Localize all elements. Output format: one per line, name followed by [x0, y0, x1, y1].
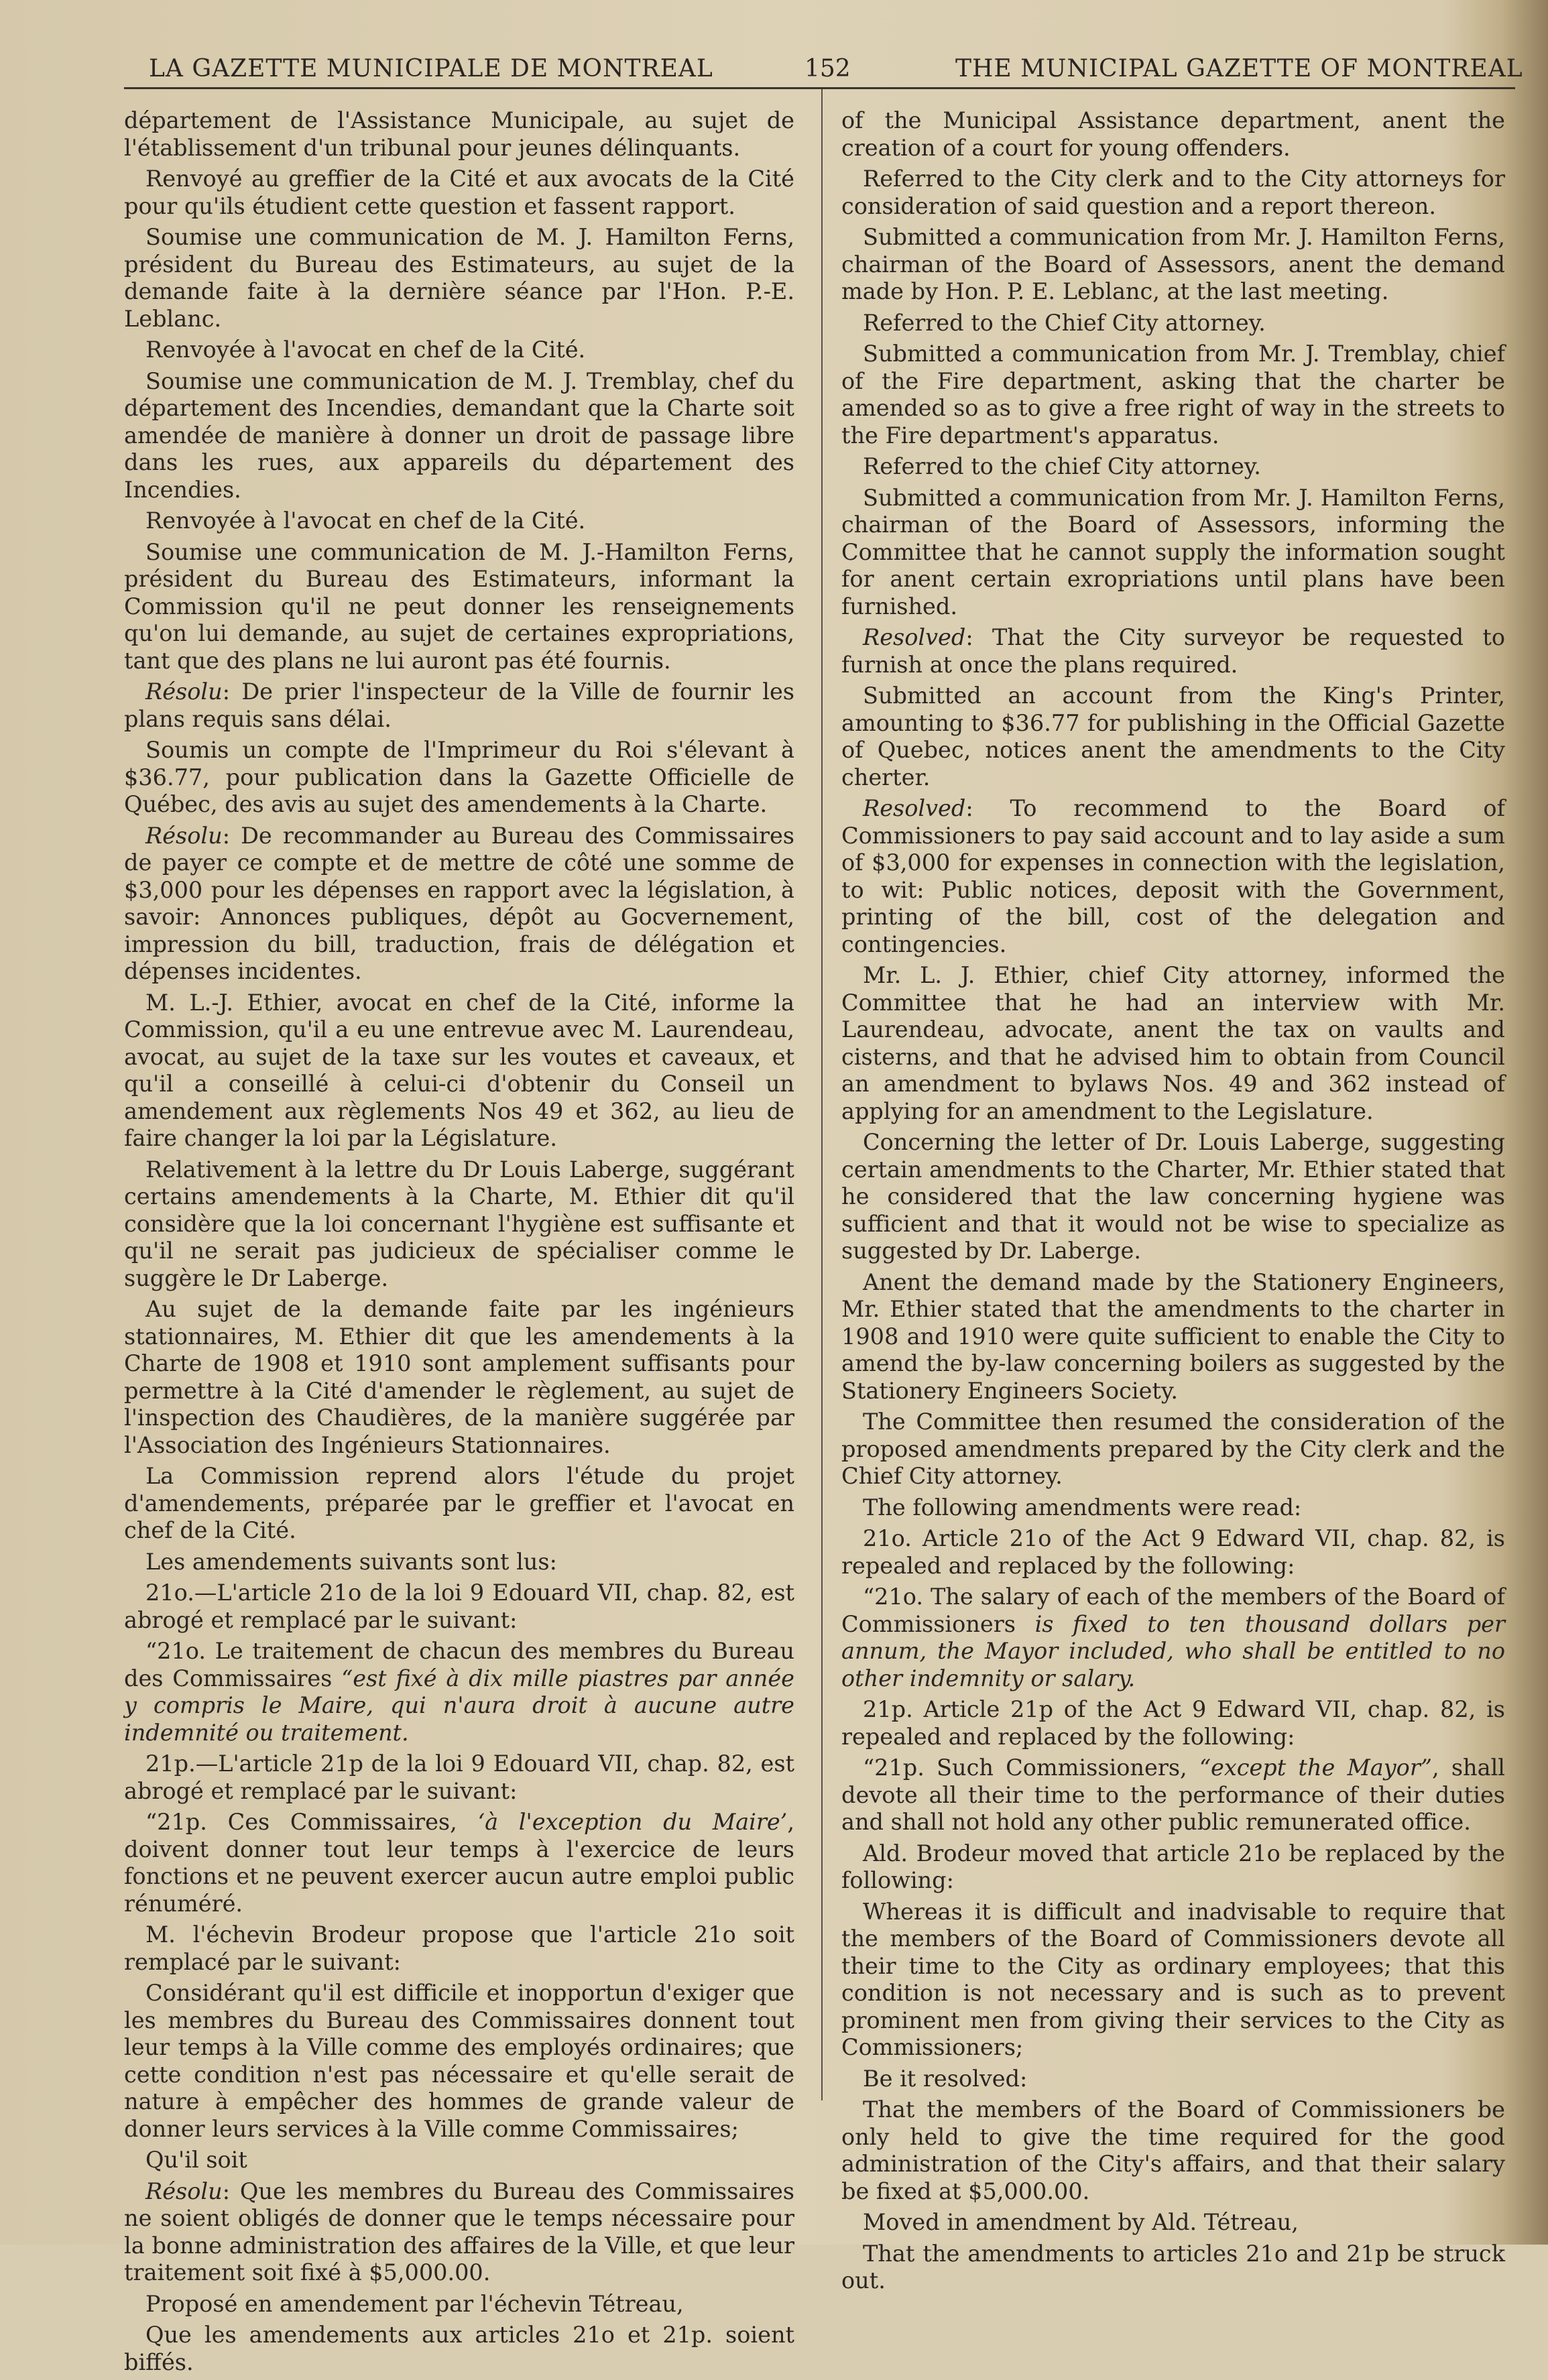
column-divider [821, 89, 823, 2100]
paragraph-text: 21o.—L'article 21o de la loi 9 Edouard VII, chap. 82, est abrogé et remplacé par le suivant: [124, 1580, 794, 1633]
paragraph-text: Qu'il soit [145, 2147, 247, 2173]
english-paragraph [841, 310, 1505, 337]
french-paragraph [124, 1921, 794, 1976]
italic-text: is fixed to ten thousand dollars per annum, the Mayor included, who shall be entitled to no other indemnity or salary. [841, 1610, 1505, 1691]
paragraph-text: “21o. Le traitement de chacun des membres du Bureau des Commissaires [124, 1638, 794, 1691]
paragraph-text: Soumise une communication de M. J. Tremblay, chef du département des Incendies, demandant que la Charte soit amendée de manière à donner un droit de passage libre dans les rues, aux appareils du département des Incendies. [124, 367, 794, 503]
french-paragraph [124, 2147, 794, 2174]
french-paragraph [124, 539, 794, 675]
paragraph-text: That the members of the Board of Commissioners be only held to give the time required for the good administration of the City's affairs, and that their salary be fixed at $5,000.00. [841, 2096, 1505, 2204]
english-paragraph [841, 1409, 1505, 1490]
paragraph-text: Whereas it is difficult and inadvisable to require that the members of the Board of Commissioners devote all their time to the City as ordinary employees; that this condition is not necessary and is such as to prevent prominent men from giving their services to the City as Commissioners; [841, 1898, 1505, 2060]
paragraph-text: : To recommend to the Board of Commissioners to pay said account and to lay aside a sum of $3,000 for expenses in connection with the legislation, to wit: Public notices, deposit with the Government, printing of the bill, cost of the delegation and contingencies. [841, 795, 1505, 957]
french-paragraph [124, 990, 794, 1152]
french-paragraph [124, 2291, 794, 2318]
french-paragraph [124, 2322, 794, 2376]
english-paragraph [841, 1269, 1505, 1405]
paragraph-text-after: , shall devote all their time to the performance of their duties and shall not hold any other public remunerated office. [841, 1754, 1505, 1835]
paragraph-text: That the amendments to articles 21o and 21p be struck out. [841, 2240, 1505, 2294]
paragraph-text: Ald. Brodeur moved that article 21o be replaced by the following: [841, 1840, 1505, 1893]
english-paragraph [841, 624, 1505, 678]
paragraph-text: : Que les membres du Bureau des Commissaires ne soient obligés de donner que le temps nécessaire pour la bonne administration des affaires de la Ville, et que leur traitement soit fixé à $5,000.00. [124, 2178, 794, 2285]
paragraph-text: M. L.-J. Ethier, avocat en chef de la Cité, informe la Commission, qu'il a eu une entrevue avec M. Laurendeau, avocat, au sujet de la taxe sur les voutes et caveaux, et qu'il a conseillé à celui-ci d'obtenir du Conseil un amendement aux règlements Nos 49 et 362, au lieu de faire changer la loi par la Législature. [124, 989, 794, 1151]
english-paragraph [841, 1584, 1505, 1692]
english-paragraph [841, 107, 1505, 162]
resolution-label: Résolu [145, 2178, 223, 2204]
english-paragraph [841, 2066, 1505, 2093]
english-paragraph [841, 2209, 1505, 2237]
italic-text: “except the Mayor” [1199, 1754, 1432, 1781]
paragraph-text: Submitted a communication from Mr. J. Hamilton Ferns, chairman of the Board of Assessors, anent the demand made by Hon. P. E. Leblanc, at the last meeting. [841, 224, 1505, 304]
french-paragraph [124, 678, 794, 733]
french-paragraph [124, 737, 794, 819]
english-paragraph [841, 962, 1505, 1125]
paragraph-text: Referred to the chief City attorney. [863, 453, 1261, 479]
french-paragraph [124, 1296, 794, 1459]
paragraph-text: “21o. The salary of each of the members of the Board of Commissioners [841, 1584, 1505, 1637]
paragraph-text: Les amendements suivants sont lus: [145, 1548, 557, 1575]
paragraph-text: Submitted an account from the King's Printer, amounting to $36.77 for publishing in the Official Gazette of Quebec, notices anent the amendments to the City cherter. [841, 682, 1505, 790]
header-english-title: THE MUNICIPAL GAZETTE OF MONTREAL [955, 55, 1523, 82]
english-paragraph [841, 682, 1505, 791]
italic-text: ‘à l'exception du Maire’ [477, 1809, 788, 1835]
french-paragraph [124, 1809, 794, 1917]
paragraph-text: 21o. Article 21o of the Act 9 Edward VII, chap. 82, is repealed and replaced by the following: [841, 1525, 1505, 1579]
paragraph-text: “21p. Such Commissioners, [863, 1754, 1199, 1781]
english-paragraph [841, 2241, 1505, 2295]
resolution-label: Resolved [863, 624, 966, 650]
paragraph-text: Soumise une communication de M. J. Hamilton Ferns, président du Bureau des Estimateurs, au sujet de la demande faite à la dernière séance par l'Hon. P.-E. Leblanc. [124, 224, 794, 332]
english-paragraph [841, 485, 1505, 621]
paragraph-text-after: , doivent donner tout leur temps à l'exercice de leurs fonctions et ne peuvent exercer aucun autre emploi public rénuméré. [124, 1809, 794, 1917]
english-paragraph [841, 1525, 1505, 1580]
french-paragraph [124, 823, 794, 986]
english-paragraph [841, 1840, 1505, 1895]
paragraph-text: Anent the demand made by the Stationery Engineers, Mr. Ethier stated that the amendments to the charter in 1908 and 1910 were quite sufficient to enable the City to amend the by-law concerning boilers as suggested by the Stationery Engineers Society. [841, 1268, 1505, 1404]
french-paragraph [124, 1156, 794, 1293]
paragraph-text: Submitted a communication from Mr. J. Hamilton Ferns, chairman of the Board of Assessors, informing the Committee that he cannot supply the information sought for anent certain exropriations until plans have been furnished. [841, 484, 1505, 619]
english-column [841, 107, 1505, 2299]
paragraph-text: Moved in amendment by Ald. Tétreau, [863, 2209, 1299, 2235]
french-paragraph [124, 1549, 794, 1576]
paragraph-text: : That the City surveyor be requested to furnish at once the plans required. [841, 624, 1505, 678]
french-paragraph [124, 337, 794, 364]
paragraph-text: Referred to the City clerk and to the City attorneys for consideration of said question and a report thereon. [841, 166, 1505, 219]
french-column [124, 107, 794, 2380]
english-paragraph [841, 1899, 1505, 2062]
paragraph-text: Mr. L. J. Ethier, chief City attorney, informed the Committee that he had an interview with Mr. Laurendeau, advocate, anent the tax on vaults and cisterns, and that he advised him to obtain from Council an amendment to bylaws Nos. 49 and 362 instead of applying for an amendment to the Legislature. [841, 962, 1505, 1124]
paragraph-text: Concerning the letter of Dr. Louis Laberge, suggesting certain amendments to the Charter, Mr. Ethier stated that he considered that the law concerning hygiene was sufficient and that it would not be wise to specialize as suggested by Dr. Laberge. [841, 1129, 1505, 1264]
french-paragraph [124, 224, 794, 333]
french-paragraph [124, 166, 794, 220]
french-paragraph [124, 107, 794, 162]
french-paragraph [124, 1750, 794, 1805]
french-paragraph [124, 1980, 794, 2143]
english-paragraph [841, 341, 1505, 449]
paragraph-text: Soumise une communication de M. J.-Hamilton Ferns, président du Bureau des Estimateurs, informant la Commission qu'il ne peut donner les renseignements qu'on lui demande, au sujet de certaines expropriations, tant que des plans ne lui auront pas été fournis. [124, 538, 794, 674]
paragraph-text: M. l'échevin Brodeur propose que l'article 21o soit remplacé par le suivant: [124, 1921, 794, 1975]
paragraph-text: Submitted a communication from Mr. J. Tremblay, chief of the Fire department, asking that the charter be amended so as to give a free right of way in the streets to the Fire department's apparatus. [841, 341, 1505, 449]
page-number: 152 [805, 55, 851, 82]
paragraph-text: Au sujet de la demande faite par les ingénieurs stationnaires, M. Ethier dit que les amendements à la Charte de 1908 et 1910 sont amplement suffisants pour permettre à la Cité d'amender le règlement, au sujet de l'inspection des Chaudières, de la manière suggérée par l'Association des Ingénieurs Stationnaires. [124, 1296, 794, 1458]
paragraph-text: Relativement à la lettre du Dr Louis Laberge, suggérant certains amendements à la Charte, M. Ethier dit qu'il considère que la loi concernant l'hygiène est suffisante et qu'il ne serait pas judicieux de spécialiser comme le suggère le Dr Laberge. [124, 1156, 794, 1291]
paragraph-text: Be it resolved: [863, 2065, 1028, 2092]
paragraph-text: “21p. Ces Commissaires, [145, 1809, 478, 1835]
paragraph-text: La Commission reprend alors l'étude du projet d'amendements, préparée par le greffier et l'avocat en chef de la Cité. [124, 1463, 794, 1543]
paragraph-text: Soumis un compte de l'Imprimeur du Roi s'élevant à $36.77, pour publication dans la Gazette Officielle de Québec, des avis au sujet des amendements à la Charte. [124, 737, 794, 817]
english-paragraph [841, 795, 1505, 958]
french-paragraph [124, 508, 794, 535]
resolution-label: Résolu [145, 678, 223, 705]
english-paragraph [841, 2096, 1505, 2205]
french-paragraph [124, 1463, 794, 1545]
paragraph-text: Renvoyé au greffier de la Cité et aux avocats de la Cité pour qu'ils étudient cette question et fassent rapport. [124, 166, 794, 219]
french-paragraph [124, 1638, 794, 1746]
header-french-title: LA GAZETTE MUNICIPALE DE MONTREAL [149, 55, 713, 82]
paragraph-text: Renvoyée à l'avocat en chef de la Cité. [145, 337, 586, 363]
paragraph-text: 21p. Article 21p of the Act 9 Edward VII, chap. 82, is repealed and replaced by the following: [841, 1696, 1505, 1750]
paragraph-text: 21p.—L'article 21p de la loi 9 Edouard VII, chap. 82, est abrogé et remplacé par le suivant: [124, 1750, 794, 1804]
paragraph-text: of the Municipal Assistance department, anent the creation of a court for young offenders. [841, 107, 1505, 161]
resolution-label: Resolved [863, 795, 966, 821]
paragraph-text: : De recommander au Bureau des Commissaires de payer ce compte et de mettre de côté une somme de $3,000 pour les dépenses en rapport avec la législation, à savoir: Annonces publiques, dépôt au Gocvernement, impression du bill, traduction, frais de délégation et dépenses incidentes. [124, 822, 794, 984]
paragraph-text: Referred to the Chief City attorney. [863, 309, 1266, 336]
french-paragraph [124, 1580, 794, 1634]
english-paragraph [841, 1494, 1505, 1522]
english-paragraph [841, 166, 1505, 220]
paragraph-text: Proposé en amendement par l'échevin Tétreau, [145, 2290, 684, 2317]
french-paragraph [124, 2178, 794, 2287]
english-paragraph [841, 1129, 1505, 1265]
paragraph-text: Que les amendements aux articles 21o et 21p. soient biffés. [124, 2322, 794, 2375]
english-paragraph [841, 1696, 1505, 1750]
paragraph-text: Considérant qu'il est difficile et inopportun d'exiger que les membres du Bureau des Commissaires donnent tout leur temps à la Ville comme des employés ordinaires; que cette condition n'est pas nécessaire et qu'elle serait de nature à empêcher des hommes de grande valeur de donner leurs services à la Ville comme Commissaires; [124, 1980, 794, 2142]
header-rule [124, 87, 1515, 89]
english-paragraph [841, 453, 1505, 481]
paragraph-text: département de l'Assistance Municipale, au sujet de l'établissement d'un tribunal pour jeunes délinquants. [124, 107, 794, 161]
paragraph-text: The following amendments were read: [863, 1494, 1302, 1521]
paragraph-text: The Committee then resumed the consideration of the proposed amendments prepared by the City clerk and the Chief City attorney. [841, 1409, 1505, 1489]
italic-text: “est fixé à dix mille piastres par année y compris le Maire, qui n'aura droit à aucune autre indemnité ou traitement. [124, 1665, 794, 1746]
english-paragraph [841, 224, 1505, 306]
paragraph-text: : De prier l'inspecteur de la Ville de fournir les plans requis sans délai. [124, 678, 794, 732]
paragraph-text: Renvoyée à l'avocat en chef de la Cité. [145, 508, 586, 534]
page-header [0, 48, 1548, 88]
french-paragraph [124, 368, 794, 504]
resolution-label: Résolu [145, 822, 223, 849]
english-paragraph [841, 1754, 1505, 1836]
